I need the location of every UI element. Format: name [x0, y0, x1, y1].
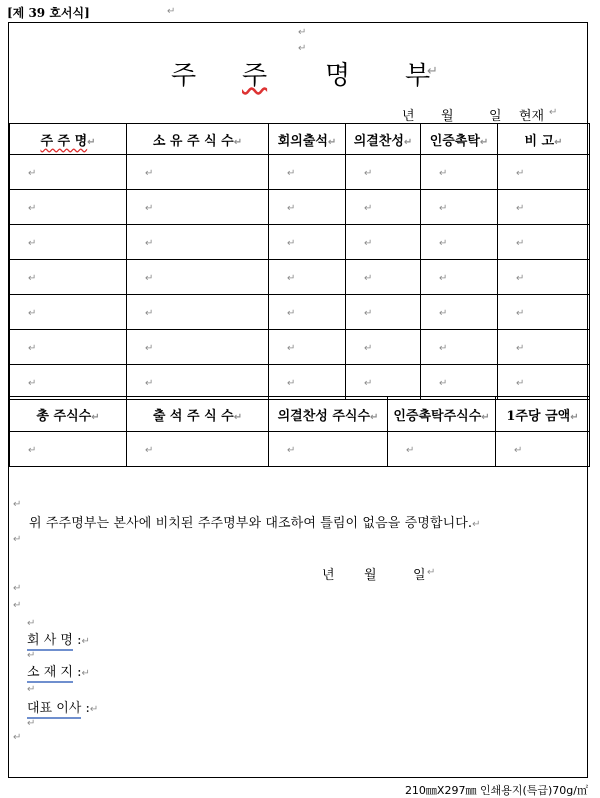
table-cell[interactable]: ↵ — [10, 155, 127, 190]
current-date-month: 월 — [441, 109, 454, 124]
paragraph-mark: ↵ — [13, 732, 22, 743]
table-row — [10, 330, 590, 365]
sign-date-year: 년 — [322, 568, 335, 583]
table-row — [10, 225, 590, 260]
paragraph-mark: ↵ — [13, 583, 22, 594]
paper-spec-note: 210㎜X297㎜ 인쇄용지(특급)70g/㎡ — [404, 784, 588, 797]
paragraph-mark: ↵ — [167, 6, 176, 17]
table-cell[interactable]: ↵ — [269, 190, 346, 225]
table-cell[interactable]: ↵ — [421, 330, 498, 365]
col-header-attendance: 회의출석↵ — [269, 124, 346, 155]
company-name-field: 회 사 명 :↵ — [27, 629, 90, 648]
table-row — [10, 155, 590, 190]
summary-header-total: 총 주식수↵ — [10, 397, 127, 432]
sign-date-month: 월 — [364, 568, 377, 583]
address-label: 소 재 지 — [27, 665, 73, 683]
table-cell[interactable]: ↵ — [269, 295, 346, 330]
title-char: 주 — [171, 61, 197, 91]
table-cell[interactable]: ↵ — [127, 295, 269, 330]
table-cell[interactable]: ↵ — [269, 365, 346, 400]
paragraph-mark: ↵ — [27, 650, 36, 661]
shareholder-table — [9, 123, 590, 400]
summary-cell[interactable]: ↵ — [496, 432, 590, 467]
title-char: 명 — [325, 61, 351, 91]
summary-header-attending: 출 석 주 식 수↵ — [127, 397, 269, 432]
table-cell[interactable]: ↵ — [498, 260, 590, 295]
representative-field: 대표 이사 :↵ — [27, 697, 98, 716]
paragraph-mark: ↵ — [13, 600, 22, 611]
col-header-approval: 의결찬성↵ — [346, 124, 421, 155]
table-cell[interactable]: ↵ — [10, 295, 127, 330]
table-cell[interactable]: ↵ — [421, 365, 498, 400]
table-cell[interactable]: ↵ — [421, 295, 498, 330]
table-cell[interactable]: ↵ — [269, 155, 346, 190]
table-cell[interactable]: ↵ — [127, 155, 269, 190]
col-header-notarization: 인증촉탁↵ — [421, 124, 498, 155]
paragraph-mark: ↵ — [13, 534, 22, 545]
certification-statement: 위 주주명부는 본사에 비치된 주주명부와 대조하여 틀림이 없음을 증명합니다.↵ — [29, 516, 481, 531]
paragraph-mark: ↵ — [298, 43, 307, 54]
table-header-row — [10, 124, 590, 155]
table-cell[interactable]: ↵ — [10, 330, 127, 365]
summary-header-notarization: 인증촉탁주식수↵ — [388, 397, 496, 432]
title-char: 부 — [405, 61, 431, 91]
summary-value-row — [10, 432, 590, 467]
summary-header-row — [10, 397, 590, 432]
summary-header-approval: 의결찬성 주식수↵ — [269, 397, 388, 432]
col-header-owned-shares: 소 유 주 식 수↵ — [127, 124, 269, 155]
sign-date-day: 일 — [413, 568, 426, 583]
table-cell[interactable]: ↵ — [269, 330, 346, 365]
representative-label: 대표 이사 — [27, 701, 81, 719]
table-row — [10, 190, 590, 225]
summary-cell[interactable]: ↵ — [10, 432, 127, 467]
current-date-year: 년 — [402, 109, 415, 124]
table-cell[interactable]: ↵ — [346, 260, 421, 295]
current-date-day: 일 — [489, 109, 502, 124]
col-header-shareholder: 주 주 명↵ — [10, 124, 127, 155]
table-cell[interactable]: ↵ — [127, 190, 269, 225]
table-cell[interactable]: ↵ — [421, 225, 498, 260]
paragraph-mark: ↵ — [427, 64, 438, 79]
table-cell[interactable]: ↵ — [346, 190, 421, 225]
table-row — [10, 295, 590, 330]
paragraph-mark: ↵ — [27, 684, 36, 695]
paragraph-mark: ↵ — [549, 107, 558, 118]
table-cell[interactable]: ↵ — [127, 260, 269, 295]
summary-cell[interactable]: ↵ — [388, 432, 496, 467]
table-cell[interactable]: ↵ — [346, 155, 421, 190]
company-name-label: 회 사 명 — [27, 633, 73, 651]
table-cell[interactable]: ↵ — [346, 225, 421, 260]
table-cell[interactable]: ↵ — [10, 225, 127, 260]
table-cell[interactable]: ↵ — [10, 260, 127, 295]
table-cell[interactable]: ↵ — [269, 225, 346, 260]
table-cell[interactable]: ↵ — [421, 190, 498, 225]
table-cell[interactable]: ↵ — [10, 365, 127, 400]
summary-table — [9, 396, 590, 467]
table-cell[interactable]: ↵ — [498, 225, 590, 260]
table-cell[interactable]: ↵ — [346, 365, 421, 400]
table-row — [10, 260, 590, 295]
paragraph-mark: ↵ — [298, 27, 307, 38]
table-cell[interactable]: ↵ — [498, 190, 590, 225]
paragraph-mark: ↵ — [427, 567, 436, 578]
summary-header-par-value: 1주당 금액↵ — [496, 397, 590, 432]
document-frame — [8, 22, 588, 778]
col-header-remarks: 비 고↵ — [498, 124, 590, 155]
paragraph-mark: ↵ — [27, 618, 36, 629]
summary-cell[interactable]: ↵ — [127, 432, 269, 467]
title-char: 주 — [242, 61, 268, 91]
paragraph-mark: ↵ — [27, 718, 36, 729]
table-cell[interactable]: ↵ — [421, 260, 498, 295]
summary-cell[interactable]: ↵ — [269, 432, 388, 467]
table-cell[interactable]: ↵ — [10, 190, 127, 225]
table-cell[interactable]: ↵ — [346, 330, 421, 365]
table-cell[interactable]: ↵ — [346, 295, 421, 330]
form-number: [제 39 호서식] — [7, 6, 90, 20]
table-cell[interactable]: ↵ — [269, 260, 346, 295]
address-field: 소 재 지 :↵ — [27, 661, 90, 680]
current-date-suffix: 현재 — [519, 109, 545, 124]
table-row — [10, 365, 590, 400]
table-cell[interactable]: ↵ — [498, 295, 590, 330]
table-cell[interactable]: ↵ — [127, 365, 269, 400]
table-cell[interactable]: ↵ — [127, 330, 269, 365]
table-cell[interactable]: ↵ — [498, 365, 590, 400]
table-cell[interactable]: ↵ — [421, 155, 498, 190]
table-cell[interactable]: ↵ — [498, 155, 590, 190]
paragraph-mark: ↵ — [13, 499, 22, 510]
table-cell[interactable]: ↵ — [498, 330, 590, 365]
table-cell[interactable]: ↵ — [127, 225, 269, 260]
